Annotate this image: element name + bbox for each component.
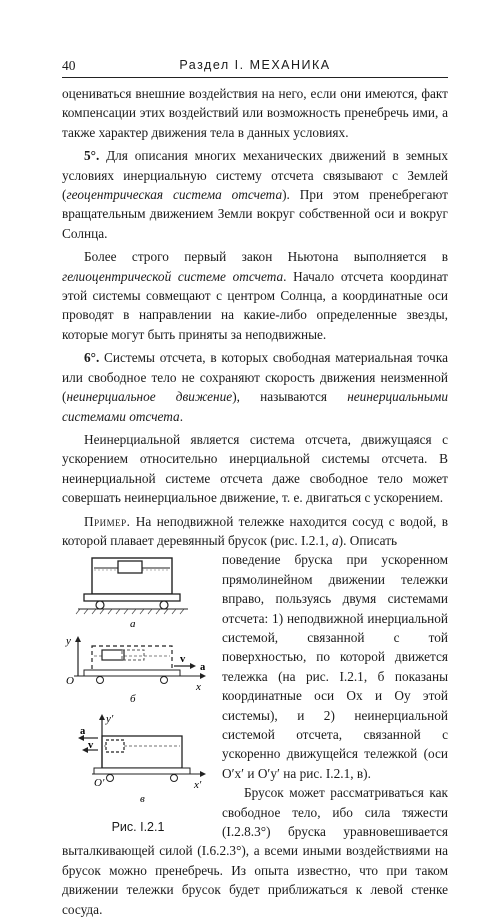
svg-text:y′: y′ bbox=[106, 713, 114, 726]
term-noninertial-systems: неинерциальными системами отсчета bbox=[62, 389, 449, 424]
svg-text:v: v bbox=[88, 740, 94, 752]
running-header bbox=[62, 58, 448, 76]
svg-text:y: y bbox=[66, 635, 71, 648]
panel-b bbox=[65, 635, 206, 705]
svg-text:v: v bbox=[180, 654, 186, 666]
term-geocentric: геоцентрическая система отсчета bbox=[66, 187, 283, 203]
body-text bbox=[62, 84, 448, 919]
svg-text:O′: O′ bbox=[94, 777, 105, 790]
figure-1-2-1 bbox=[62, 552, 214, 836]
term-heliocentric: гелиоцентрической системе отсчета bbox=[62, 268, 284, 284]
svg-text:O: O bbox=[66, 675, 74, 688]
item-number: 5°. bbox=[84, 148, 100, 164]
panel-c bbox=[78, 713, 206, 805]
panel-a bbox=[76, 558, 188, 630]
paragraph-5: 5°. Для описания многих механических движений в земных условиях инерциальную систему отсчета связывают с Землей (геоцентрическая система отсчета). При этом пренебрегают вращательным движением Земли вокруг собственной оси и вокруг Солнца. bbox=[62, 148, 448, 241]
svg-text:a: a bbox=[80, 726, 86, 738]
svg-text:x′: x′ bbox=[194, 779, 202, 792]
paragraph-block: Брусок может рассматриваться как свободное тело, ибо сила тяжести (I.2.8.3°) бруска уравновешивается выталкивающей силой (I.6.2.3°), а всеми иными воздействиями на брусок можно пренебречь. Из опыта известно, что при таком движении тележки брусок будет приближаться к левой стенке сосуда. bbox=[62, 785, 448, 917]
paragraph-heliocentric: Более строго первый закон Ньютона выполняется в гелиоцентрической системе отсчета. Начало отсчета координат этой системы совмещают с центром Солнца, а координатные оси проводят в направлении на какие-либо определенные звезды, которые могут быть приняты за неподвижные. bbox=[62, 249, 448, 342]
header-rule bbox=[62, 77, 448, 78]
figure-caption: Рис. I.2.1 bbox=[111, 820, 165, 835]
page-number: 40 bbox=[62, 58, 76, 73]
paragraph-example-continued: поведение бруска при ускоренном прямолинейном движении тележки вправо, пользуясь двумя системами отсчета: 1) неподвижной инерциальной системой, связанной с той поверхностью, по которой движется тележка (на рис. I.2.1, б показаны координатные оси Ox и Oy этой системы), и 2) неинерциальной системой отсчета, связанной с ускоренно движущейся тележкой (оси O′x′ и O′y′ на рис. I.2.1, в). bbox=[222, 552, 448, 781]
term-noninertial-motion: неинерциальное движение bbox=[66, 389, 233, 405]
figure-drawing bbox=[62, 552, 214, 814]
svg-text:а: а bbox=[130, 618, 136, 631]
example-lead: Пример. bbox=[84, 513, 131, 529]
section-title: Раздел I. МЕХАНИКА bbox=[179, 58, 331, 72]
paragraph-continuation: оцениваться внешние воздействия на него, если они имеются, факт компенсации этих воздействий или возможность пренебречь ими, а также характер движения тела в данных условиях. bbox=[62, 86, 448, 140]
paragraph-6: 6°. Системы отсчета, в которых свободная материальная точка или свободное тело не сохраняют скорость движения неизменной (неинерциальное движение), называются неинерциальными системами отсчета. bbox=[62, 350, 449, 424]
svg-text:б: б bbox=[130, 693, 136, 706]
svg-text:a: a bbox=[200, 662, 206, 674]
paragraph-noninertial: Неинерциальной является система отсчета, движущаяся с ускорением относительно инерциальной системы отсчета. В неинерциальной системе отсчета даже свободное тело может совершать неинерциальное движение, т. е. двигаться с ускорением. bbox=[62, 431, 448, 506]
svg-text:x: x bbox=[196, 681, 201, 694]
item-number: 6°. bbox=[84, 350, 100, 366]
paragraph-example: Пример. На неподвижной тележке находится сосуд с водой, в которой плавает деревянный брусок (рис. I.2.1, а). Описать bbox=[62, 513, 448, 548]
svg-text:в: в bbox=[140, 793, 145, 806]
